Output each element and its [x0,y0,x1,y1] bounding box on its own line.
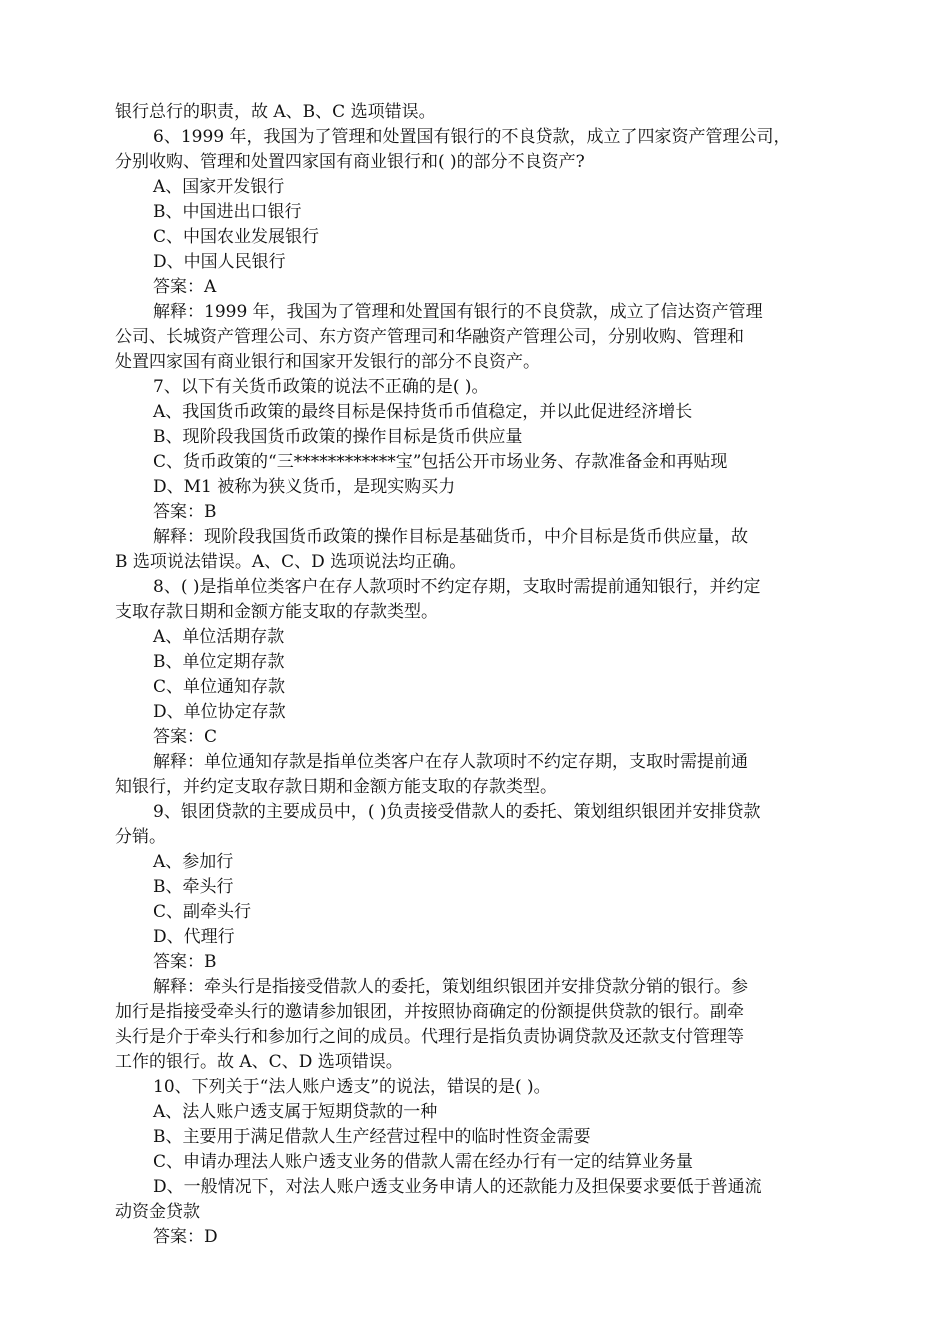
text-line: 分销。 [115,827,166,847]
text-line: 答案：D [153,1227,218,1247]
text-line: 答案：A [153,277,217,297]
text-line: A、法人账户透支属于短期贷款的一种 [153,1102,438,1122]
text-line: 处置四家国有商业银行和国家开发银行的部分不良资产。 [115,352,540,372]
text-line: D、中国人民银行 [153,252,286,272]
text-line: A、我国货币政策的最终目标是保持货币币值稳定，并以此促进经济增长 [153,402,693,422]
document-body [115,100,837,1250]
text-line: A、参加行 [153,852,234,872]
text-line: B、牵头行 [153,877,234,897]
text-line: 分别收购、管理和处置四家国有商业银行和( )的部分不良资产? [115,152,585,172]
text-line: 6、1999 年，我国为了管理和处置国有银行的不良贷款，成立了四家资产管理公司， [153,127,791,147]
text-line: C、申请办理法人账户透支业务的借款人需在经办行有一定的结算业务量 [153,1152,694,1172]
text-line: 答案：C [153,727,218,747]
text-line: C、中国农业发展银行 [153,227,320,247]
text-line: 答案：B [153,502,217,522]
text-line: 支取存款日期和金额方能支取的存款类型。 [115,602,438,622]
text-line: D、一般情况下，对法人账户透支业务申请人的还款能力及担保要求要低于普通流 [153,1177,762,1197]
text-line: C、单位通知存款 [153,677,286,697]
text-line: 头行是介于牵头行和参加行之间的成员。代理行是指负责协调贷款及还款支付管理等 [115,1027,744,1047]
text-line: 解释：单位通知存款是指单位类客户在存人款项时不约定存期，支取时需提前通 [153,752,748,772]
text-line: 公司、长城资产管理公司、东方资产管理司和华融资产管理公司，分别收购、管理和 [115,327,744,347]
text-line: A、国家开发银行 [153,177,285,197]
text-line: B、现阶段我国货币政策的操作目标是货币供应量 [153,427,523,447]
text-line: B、单位定期存款 [153,652,285,672]
text-line: 10、下列关于“法人账户透支”的说法，错误的是( )。 [153,1077,551,1097]
text-line: 工作的银行。故 A、C、D 选项错误。 [115,1052,403,1072]
text-line: 解释：1999 年，我国为了管理和处置国有银行的不良贷款，成立了信达资产管理 [153,302,763,322]
text-line: 加行是指接受牵头行的邀请参加银团，并按照协商确定的份额提供贷款的银行。副牵 [115,1002,744,1022]
text-line: D、M1 被称为狭义货币，是现实购买力 [153,477,456,497]
text-line: B 选项说法错误。A、C、D 选项说法均正确。 [115,552,467,572]
text-line: 解释：现阶段我国货币政策的操作目标是基础货币，中介目标是货币供应量，故 [153,527,748,547]
text-line: C、货币政策的“三************宝”包括公开市场业务、存款准备金和再贴现 [153,452,728,472]
text-line: D、单位协定存款 [153,702,286,722]
text-line: 银行总行的职责，故 A、B、C 选项错误。 [115,102,436,122]
text-line: 知银行，并约定支取存款日期和金额方能支取的存款类型。 [115,777,557,797]
text-line: D、代理行 [153,927,235,947]
text-line: 动资金贷款 [115,1202,200,1222]
text-line: 8、( )是指单位类客户在存人款项时不约定存期，支取时需提前通知银行，并约定 [153,577,761,597]
text-line: C、副牵头行 [153,902,252,922]
text-line: 7、以下有关货币政策的说法不正确的是( )。 [153,377,489,397]
text-line: 解释：牵头行是指接受借款人的委托，策划组织银团并安排贷款分销的银行。参 [153,977,748,997]
text-line: B、主要用于满足借款人生产经营过程中的临时性资金需要 [153,1127,591,1147]
text-line: 9、银团贷款的主要成员中，( )负责接受借款人的委托、策划组织银团并安排贷款 [153,802,761,822]
text-line: B、中国进出口银行 [153,202,302,222]
text-line: A、单位活期存款 [153,627,285,647]
text-line: 答案：B [153,952,217,972]
